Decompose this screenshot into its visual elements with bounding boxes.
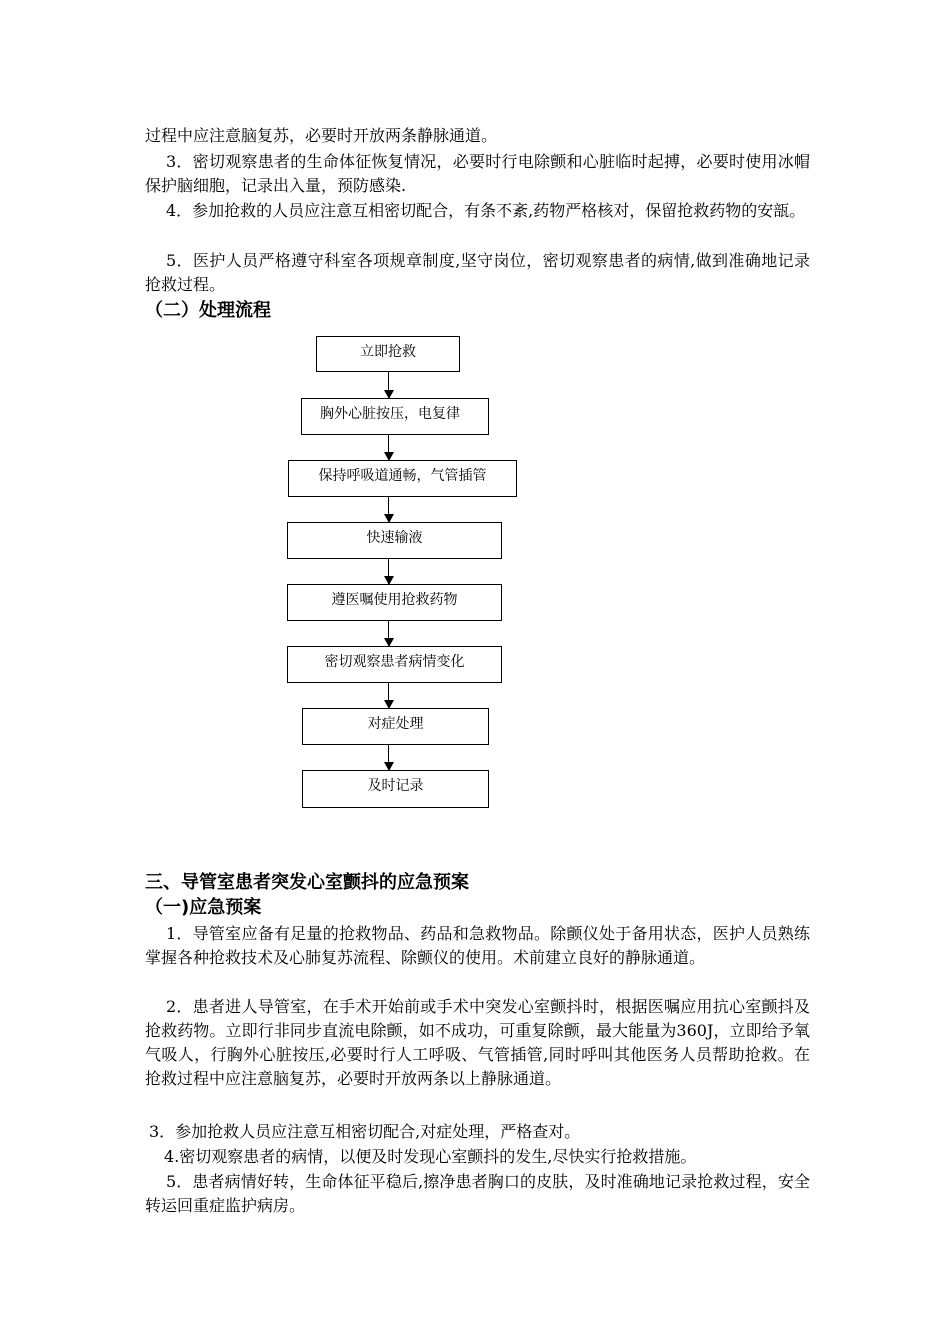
flow-arrow-2 — [388, 435, 389, 460]
flow-arrow-3 — [388, 497, 389, 522]
flow-step-8: 及时记录 — [302, 770, 489, 808]
flow-step-5: 遵医嘱使用抢救药物 — [287, 584, 502, 621]
paragraph-item-5: 5．医护人员严格遵守科室各项规章制度,坚守岗位，密切观察患者的病情,做到准确地记录抢救过程。 — [145, 251, 810, 294]
flow-step-7: 对症处理 — [302, 708, 489, 745]
plan-item-1: 1．导管室应备有足量的抢救物品、药品和急救物品。除颤仪处于备用状态，医护人员熟练掌握各种抢救技术及心肺复苏流程、除颤仪的使用。术前建立良好的静脉通道。 — [145, 924, 810, 967]
flow-step-1: 立即抢救 — [316, 336, 460, 372]
flow-step-2: 胸外心脏按压，电复律 — [301, 398, 489, 435]
flow-step-6: 密切观察患者病情变化 — [287, 646, 502, 683]
paragraph-item-3: 3．密切观察患者的生命体征恢复情况，必要时行电除颤和心脏临时起搏，必要时使用冰帽保护脑细胞，记录出入量，预防感染. — [145, 152, 810, 195]
flow-arrow-4 — [388, 559, 389, 584]
plan-item-5: 5．患者病情好转，生命体征平稳后,擦净患者胸口的皮肤，及时准确地记录抢救过程，安全转运回重症监护病房。 — [145, 1172, 810, 1215]
flow-arrow-6 — [388, 683, 389, 708]
section-subtitle: （一)应急预案 — [145, 897, 262, 918]
flow-heading: （二）处理流程 — [145, 300, 271, 321]
flow-step-3: 保持呼吸道通畅，气管插管 — [288, 460, 517, 497]
flow-step-4: 快速输液 — [287, 522, 502, 559]
paragraph-item-4: 4．参加抢救的人员应注意互相密切配合，有条不紊,药物严格核对，保留抢救药物的安瓿。 — [166, 201, 806, 220]
flow-arrow-7 — [388, 745, 389, 770]
section-title: 三、导管室患者突发心室颤抖的应急预案 — [145, 872, 469, 893]
plan-item-2: 2．患者进人导管室，在手术开始前或手术中突发心室颤抖时，根据医嘱应用抗心室颤抖及抢救药物。立即行非同步直流电除颤，如不成功，可重复除颤，最大能量为360J，立即给予氧气吸人，行胸外心脏按压,必要时行人工呼吸、气管插管,同时呼叫其他医务人员帮助抢救。在抢救过程中应注意脑复苏，必要时开放两条以上静脉通道。 — [145, 997, 810, 1088]
flow-arrow-5 — [388, 621, 389, 646]
paragraph-continuation: 过程中应注意脑复苏，必要时开放两条静脉通道。 — [145, 126, 498, 145]
flow-arrow-1 — [388, 372, 389, 398]
plan-item-3: 3．参加抢救人员应注意互相密切配合,对症处理，严格查对。 — [149, 1122, 581, 1141]
plan-item-4: 4.密切观察患者的病情，以便及时发现心室颤抖的发生,尽快实行抢救措施。 — [164, 1147, 697, 1166]
